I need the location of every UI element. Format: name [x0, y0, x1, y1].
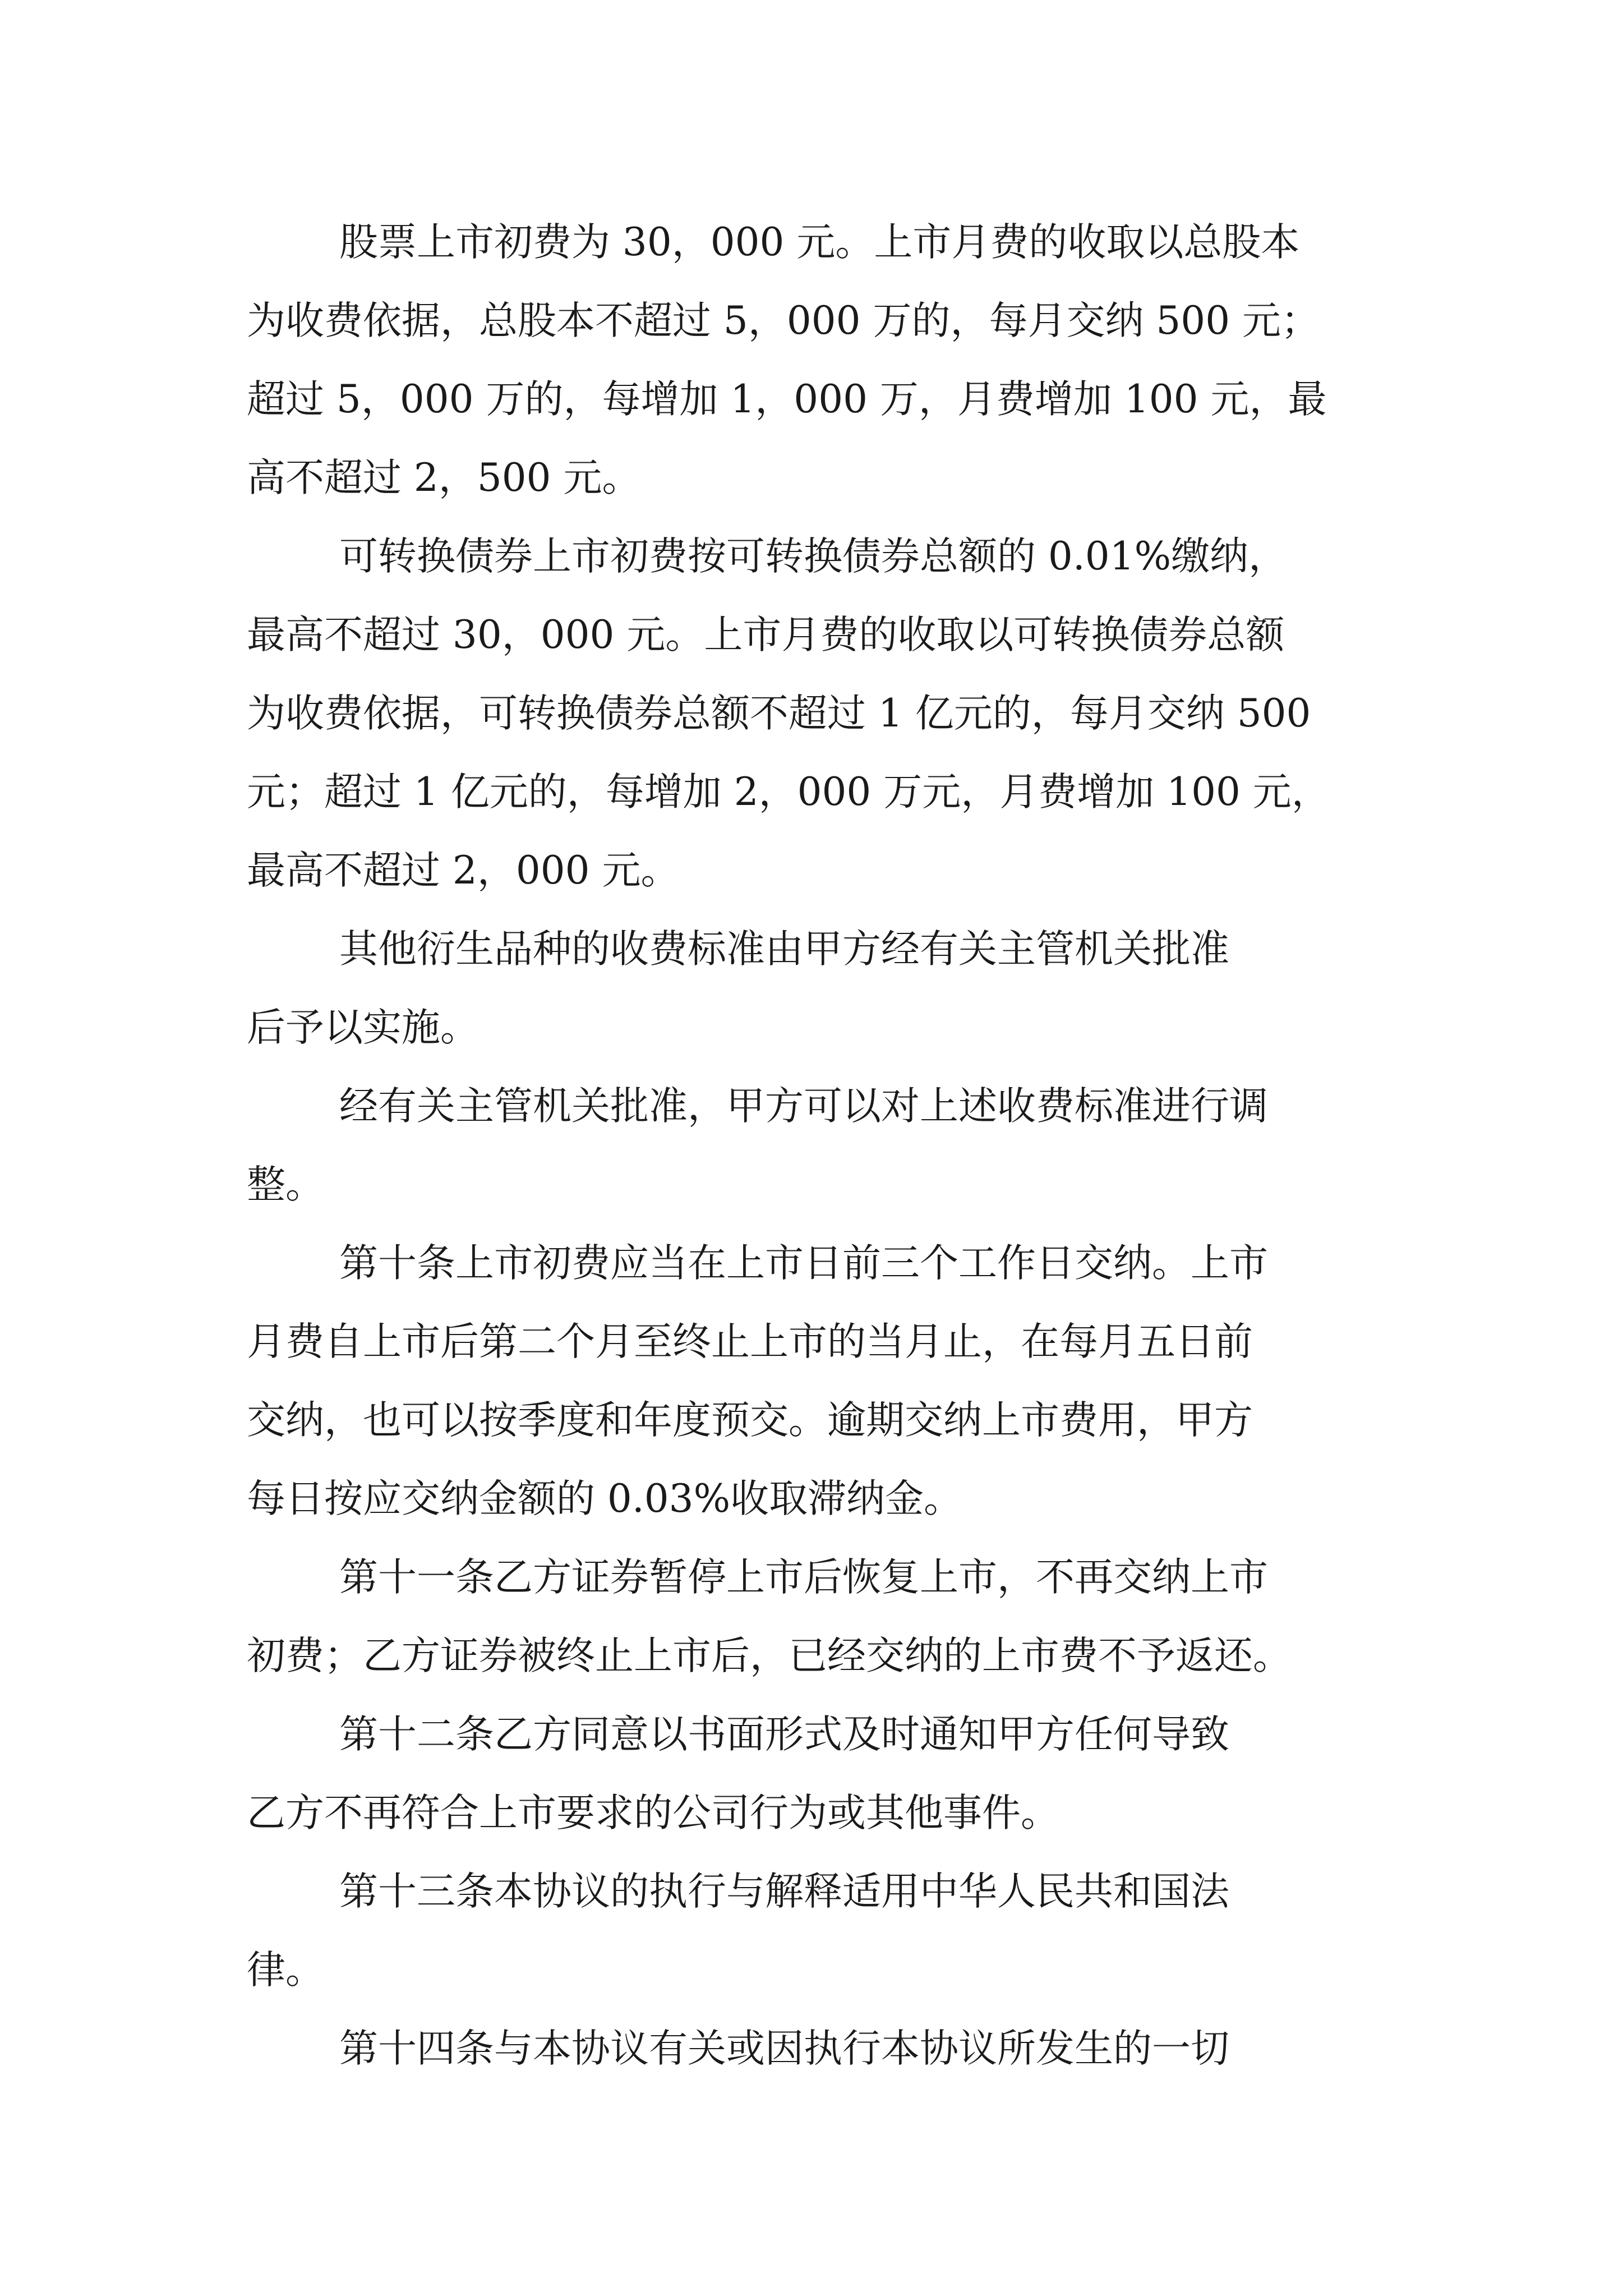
text-line: 元；超过 1 亿元的，每增加 2，000 万元，月费增加 100 元，	[247, 770, 1330, 815]
text-line: 经有关主管机关批准，甲方可以对上述收费标准进行调	[339, 1084, 1268, 1129]
text-line: 超过 5，000 万的，每增加 1，000 万，月费增加 100 元，最	[247, 377, 1327, 422]
text-line: 可转换债券上市初费按可转换债券总额的 0.01%缴纳，	[339, 534, 1288, 579]
text-line: 最高不超过 30，000 元。上市月费的收取以可转换债券总额	[247, 613, 1285, 657]
text-line: 乙方不再符合上市要求的公司行为或其他事件。	[247, 1791, 1059, 1835]
text-line: 每日按应交纳金额的 0.03%收取滞纳金。	[247, 1476, 963, 1521]
text-line: 为收费依据，总股本不超过 5，000 万的，每月交纳 500 元；	[247, 298, 1320, 343]
text-line: 交纳，也可以按季度和年度预交。逾期交纳上市费用，甲方	[247, 1398, 1253, 1443]
text-line: 第十四条与本协议有关或因执行本协议所发生的一切	[339, 2026, 1229, 2071]
text-line: 月费自上市后第二个月至终止上市的当月止，在每月五日前	[247, 1319, 1253, 1364]
text-line: 律。	[247, 1948, 324, 1993]
text-line: 初费；乙方证券被终止上市后，已经交纳的上市费不予返还。	[247, 1634, 1292, 1678]
text-line: 高不超过 2，500 元。	[247, 455, 641, 500]
text-line: 为收费依据，可转换债券总额不超过 1 亿元的，每月交纳 500	[247, 691, 1311, 736]
text-line: 第十三条本协议的执行与解释适用中华人民共和国法	[339, 1869, 1229, 1914]
text-line: 股票上市初费为 30，000 元。上市月费的收取以总股本	[339, 220, 1300, 265]
text-line: 其他衍生品种的收费标准由甲方经有关主管机关批准	[339, 927, 1229, 972]
text-line: 第十二条乙方同意以书面形式及时通知甲方任何导致	[339, 1712, 1229, 1757]
text-line: 第十条上市初费应当在上市日前三个工作日交纳。上市	[339, 1241, 1268, 1286]
text-line: 整。	[247, 1162, 324, 1207]
text-line: 最高不超过 2，000 元。	[247, 848, 680, 893]
text-line: 后予以实施。	[247, 1005, 479, 1050]
text-line: 第十一条乙方证券暂停上市后恢复上市，不再交纳上市	[339, 1555, 1268, 1600]
